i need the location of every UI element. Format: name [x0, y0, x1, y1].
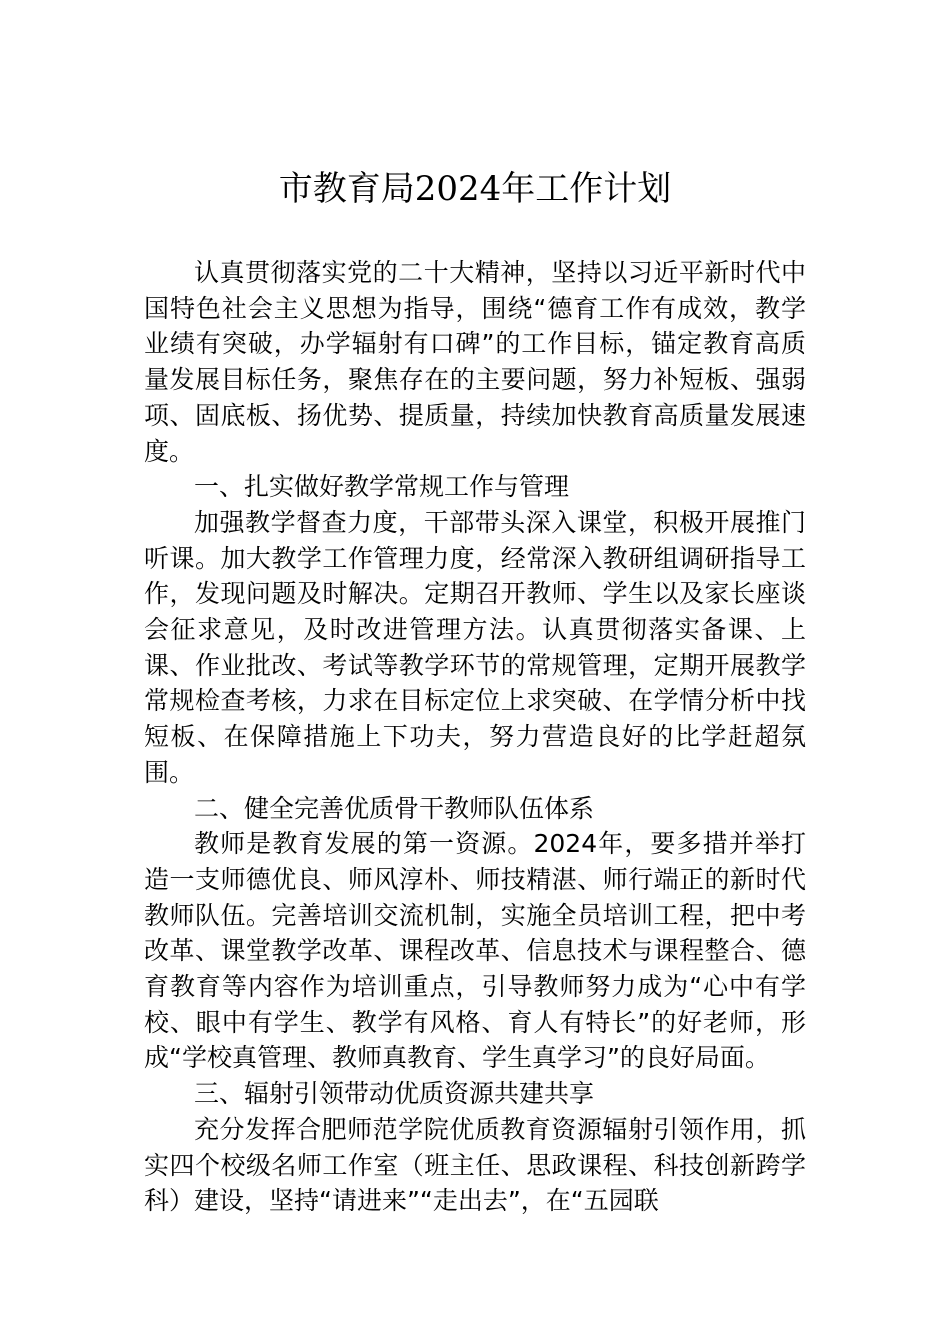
section-heading-3: 三、辐射引领带动优质资源共建共享 — [194, 1079, 595, 1109]
section-heading-2: 二、健全完善优质骨干教师队伍体系 — [194, 793, 595, 823]
section-2-paragraph: 教师是教育发展的第一资源。2024年，要多措并举打造一支师德优良、师风淳朴、师技精湛、师行端正的新时代教师队伍。完善培训交流机制，实施全员培训工程，把中考改革、课堂教学改革、课程改革、信息技术与课程整合、德育教育等内容作为培训重点，引导教师努力成为“心中有学校、眼中有学生、教学有风格、育人有特长”的好老师，形成“学校真管理、教师真教育、学生真学习”的良好局面。 — [144, 829, 806, 1073]
document-title: 市教育局2024年工作计划 — [278, 169, 672, 209]
section-3-paragraph: 充分发挥合肥师范学院优质教育资源辐射引领作用，抓实四个校级名师工作室（班主任、思政课程、科技创新跨学科）建设，坚持“请进来”“走出去”，在“五园联 — [144, 1114, 806, 1216]
intro-paragraph: 认真贯彻落实党的二十大精神，坚持以习近平新时代中国特色社会主义思想为指导，围绕“德育工作有成效，教学业绩有突破，办学辐射有口碑”的工作目标，锚定教育高质量发展目标任务，聚焦存在的主要问题，努力补短板、强弱项、固底板、扬优势、提质量，持续加快教育高质量发展速度。 — [144, 258, 806, 466]
section-heading-1: 一、扎实做好教学常规工作与管理 — [194, 472, 570, 502]
document-body — [144, 255, 806, 1219]
section-1-paragraph: 加强教学督查力度，干部带头深入课堂，积极开展推门听课。加大教学工作管理力度，经常深入教研组调研指导工作，发现问题及时解决。定期召开教师、学生以及家长座谈会征求意见，及时改进管理方法。认真贯彻落实备课、上课、作业批改、考试等教学环节的常规管理，定期开展教学常规检查考核，力求在目标定位上求突破、在学情分析中找短板、在保障措施上下功夫，努力营造良好的比学赶超氛围。 — [144, 507, 806, 787]
